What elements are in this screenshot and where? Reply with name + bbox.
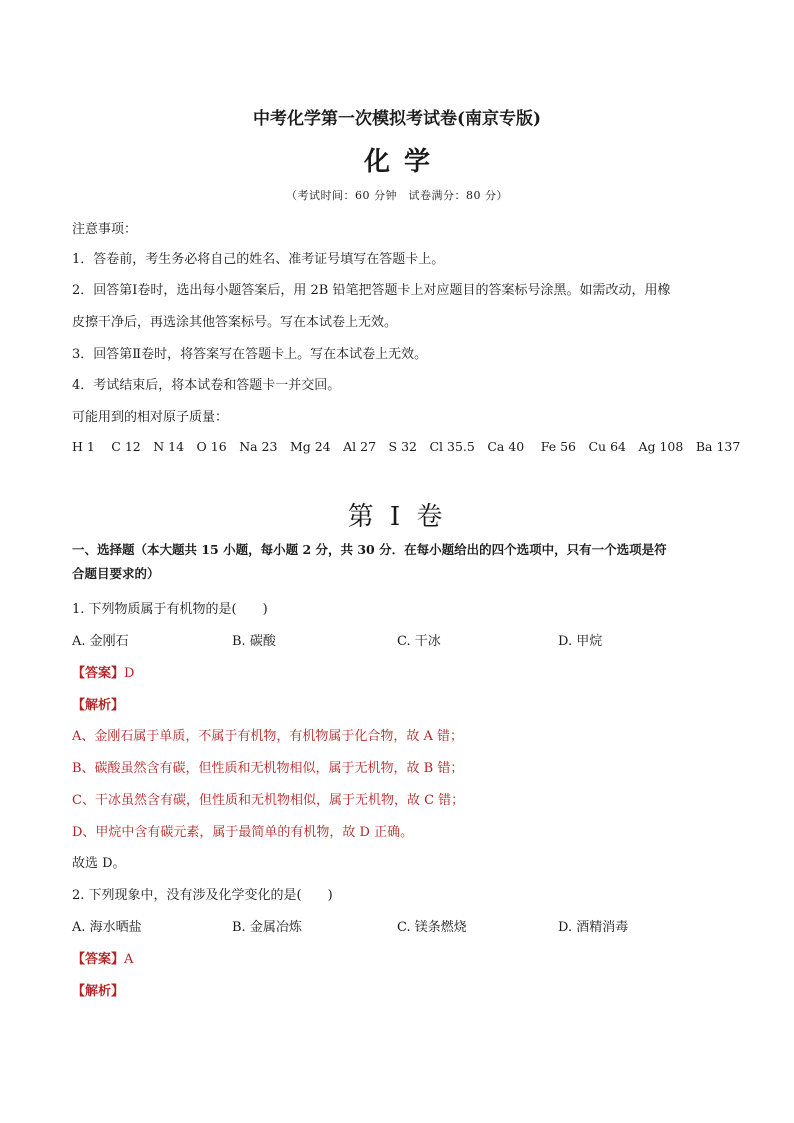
answer-value: D [124, 666, 135, 681]
question-1-answer [72, 662, 134, 681]
notice-item-2: 2．回答第Ⅰ卷时，选出每小题答案后，用 2B 铅笔把答题卡上对应题目的答案标号涂黑。如需改动，用橡 [72, 283, 671, 298]
question-1-option-a: A. 金刚石 [72, 634, 129, 649]
question-1-option-c: C. 干冰 [397, 634, 441, 649]
notice-item-3: 3．回答第Ⅱ卷时，将答案写在答题卡上。写在本试卷上无效。 [72, 347, 428, 362]
section-instructions-2: 合题目要求的） [72, 566, 160, 581]
question-1-analysis-a: A、金刚石属于单质，不属于有机物，有机物属于化合物，故 A 错； [72, 729, 464, 744]
notice-item-2-cont: 皮擦干净后，再选涂其他答案标号。写在本试卷上无效。 [72, 315, 398, 330]
exam-info: （考试时间：60 分钟 试卷满分：80 分） [286, 189, 508, 202]
section-heading: 第 I 卷 [347, 502, 447, 532]
answer-value: A [124, 952, 134, 967]
question-1-analysis-c: C、干冰虽然含有碳，但性质和无机物相似，属于无机物，故 C 错； [72, 793, 465, 808]
question-2-option-b: B. 金属冶炼 [232, 920, 302, 935]
question-2-stem: 2. 下列现象中，没有涉及化学变化的是( ) [72, 888, 333, 903]
notice-item-1: 1．答卷前，考生务必将自己的姓名、准考证号填写在答题卡上。 [72, 252, 445, 267]
question-2-option-c: C. 镁条燃烧 [397, 920, 467, 935]
question-2-answer [72, 948, 133, 967]
question-1-analysis-label: 【解析】 [72, 698, 125, 713]
atomic-mass-heading: 可能用到的相对原子质量： [72, 410, 229, 425]
question-2-option-d: D. 酒精消毒 [558, 920, 629, 935]
question-1-conclusion: 故选 D。 [72, 856, 126, 871]
question-2-analysis-label: 【解析】 [72, 984, 125, 999]
notice-heading: 注意事项： [72, 222, 138, 237]
subject-heading: 化学 [363, 147, 444, 177]
question-1-option-b: B. 碳酸 [232, 634, 276, 649]
question-1-stem: 1. 下列物质属于有机物的是( ) [72, 602, 268, 617]
section-instructions-1: 一、选择题（本大题共 15 小题，每小题 2 分，共 30 分．在每小题给出的四个选项中，只有一个选项是符 [72, 542, 667, 557]
page-title: 中考化学第一次模拟考试卷(南京专版) [252, 109, 542, 129]
notice-item-4: 4．考试结束后，将本试卷和答题卡一并交回。 [72, 378, 341, 393]
question-1-option-d: D. 甲烷 [558, 634, 603, 649]
question-2-option-a: A. 海水晒盐 [72, 920, 142, 935]
atomic-mass-list: H 1 C 12 N 14 O 16 Na 23 Mg 24 Al 27 S 32 Cl 35.5 Ca 40 Fe 56 Cu 64 Ag 108 Ba 137 [72, 439, 741, 454]
question-1-analysis-b: B、碳酸虽然含有碳，但性质和无机物相似，属于无机物，故 B 错； [72, 761, 464, 776]
answer-label: 【答案】 [72, 952, 125, 967]
question-1-analysis-d: D、甲烷中含有碳元素，属于最简单的有机物，故 D 正确。 [72, 825, 414, 840]
answer-label: 【答案】 [72, 666, 125, 681]
